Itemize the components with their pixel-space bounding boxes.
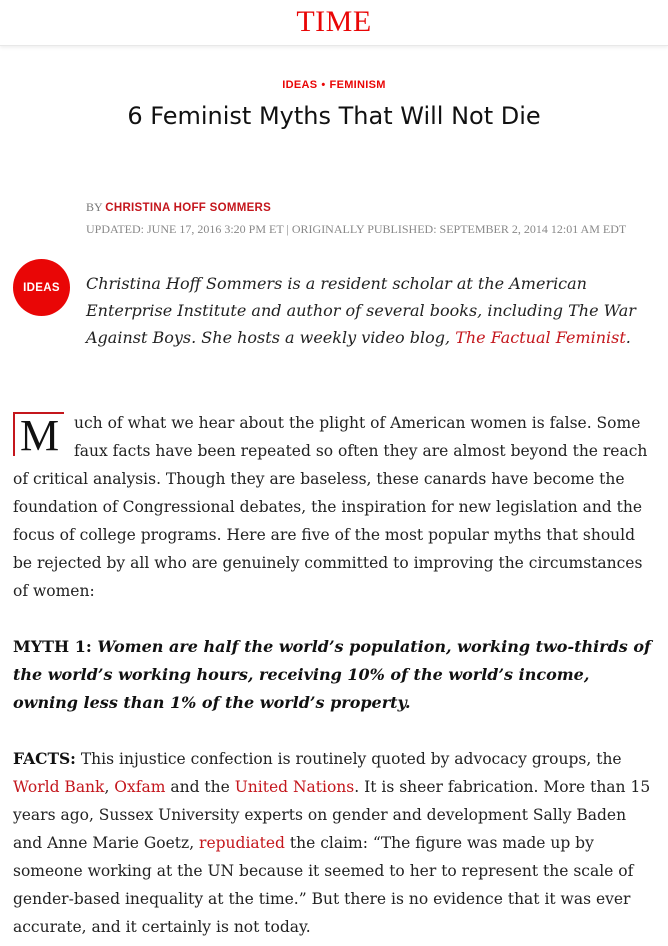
facts-text-4: . It is sheer fabrication. More than 15 years ago, Sussex University experts on gender and development Sally Baden and Anne Marie Goetz,: [13, 778, 651, 852]
myth-1-label: MYTH 1:: [13, 637, 92, 656]
facts-text-2: ,: [104, 778, 115, 796]
article-headline: 6 Feminist Myths That Will Not Die: [127, 102, 541, 130]
bio-text: Christina Hoff Sommers is a resident scholar at the American Enterprise Institute and author of several books, including The War Against Boys. She hosts a weekly video blog,: [86, 274, 636, 347]
tag-separator: •: [321, 79, 326, 91]
ideas-badge[interactable]: IDEAS: [13, 259, 70, 316]
author-bio: [86, 270, 656, 351]
site-header: [0, 0, 668, 46]
byline-prefix: BY: [86, 200, 103, 214]
dateline: UPDATED: JUNE 17, 2016 3:20 PM ET | ORIGINALLY PUBLISHED: SEPTEMBER 2, 2014 12:01 AM EDT: [86, 222, 627, 236]
repudiated-link[interactable]: repudiated: [199, 834, 285, 852]
united-nations-link[interactable]: United Nations: [234, 778, 355, 796]
facts-text-5: the claim: “The figure was made up by someone working at the UN because it seemed to her to represent the scale of gender-based inequality at the time.” But there is no evidence that it was ever accurate, and it certainly is not today.: [13, 834, 634, 936]
facts-paragraph: [13, 745, 659, 941]
time-logo[interactable]: TIME: [296, 5, 372, 38]
facts-text-1: This injustice confection is routinely quoted by advocacy groups, the: [75, 750, 622, 768]
intro-text: uch of what we hear about the plight of American women is false. Some faux facts have been repeated so often they are almost beyond the reach of critical analysis. Though they are baseless, these canards have become the foundation of Congressional debates, the inspiration for new legislation and the focus of college programs. Here are five of the most popular myths that should be rejected by all who are genuinely committed to improving the circumstances of women:: [13, 414, 648, 600]
myth-1-text: Women are half the world’s population, working two-thirds of the world’s working hours, receiving 10% of the world’s income, owning less than 1% of the world’s property.: [13, 637, 651, 712]
drop-cap: M: [13, 412, 64, 456]
factual-feminist-link[interactable]: The Factual Feminist: [455, 328, 626, 347]
myth-1-paragraph: [13, 633, 659, 717]
byline: [86, 199, 271, 216]
facts-label: FACTS:: [13, 749, 76, 768]
author-link[interactable]: CHRISTINA HOFF SOMMERS: [105, 202, 272, 214]
intro-paragraph: [13, 409, 659, 605]
bio-end: .: [625, 328, 631, 347]
facts-text-3: and the: [165, 778, 235, 796]
oxfam-link[interactable]: Oxfam: [114, 778, 166, 796]
tag-feminism[interactable]: FEMINISM: [329, 79, 386, 91]
section-tags: [0, 78, 668, 92]
tag-ideas[interactable]: IDEAS: [282, 79, 318, 91]
world-bank-link[interactable]: World Bank: [13, 778, 105, 796]
